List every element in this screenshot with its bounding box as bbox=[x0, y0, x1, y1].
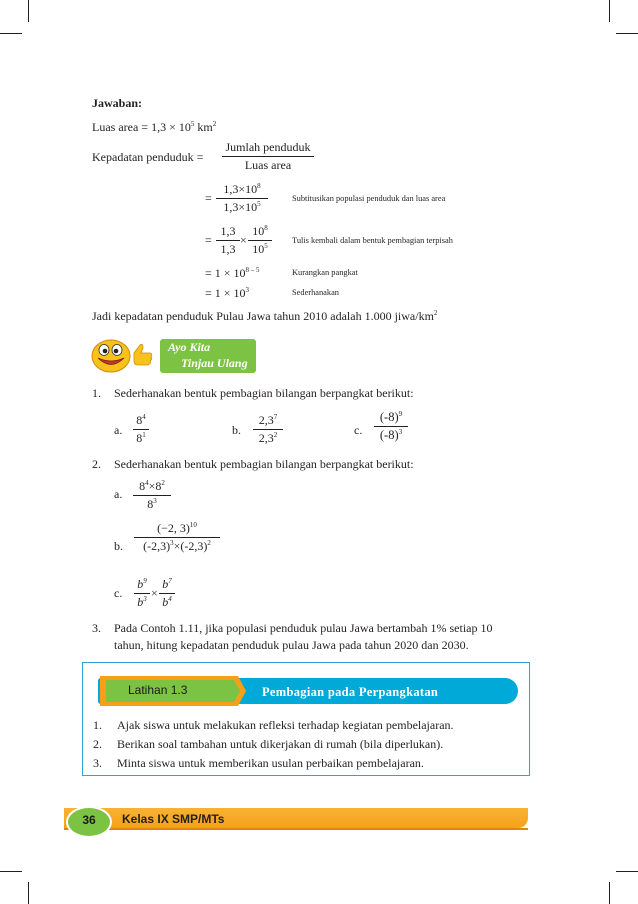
crop-mark bbox=[28, 0, 29, 22]
q2a-label: a. bbox=[114, 487, 123, 501]
q3-number: 3. bbox=[92, 621, 101, 635]
ayo-kita-line1: Ayo Kita bbox=[168, 340, 211, 354]
step2-times: × bbox=[240, 233, 247, 247]
step4-note: Sederhanakan bbox=[292, 288, 339, 297]
footer-bar-shadow bbox=[64, 828, 528, 830]
luas-area-line: Luas area = $1,3 \times 10^5$ $km^2$ bbox=[92, 120, 217, 134]
latihan-item-1-number: 1. bbox=[93, 718, 102, 732]
crop-mark bbox=[616, 871, 638, 872]
ayo-kita-line2: Tinjau Ulang bbox=[181, 356, 248, 370]
step3-expression: = $1 \times 10^{8 - 5}$ bbox=[205, 266, 260, 280]
q2-number: 2. bbox=[92, 457, 101, 471]
q2b-label: b. bbox=[114, 539, 123, 553]
crop-mark bbox=[0, 871, 22, 872]
crop-mark bbox=[28, 882, 29, 904]
step1-note: Subtitusikan populasi penduduk dan luas area bbox=[292, 194, 446, 203]
step4-expression: = $1 \times 10^3$ bbox=[205, 286, 250, 300]
q2c-fraction-b: $\frac{b^7}{b^4}$ bbox=[159, 578, 175, 609]
latihan-title: Pembagian pada Perpangkatan bbox=[262, 685, 439, 699]
conclusion: Jadi kepadatan penduduk Pulau Jawa tahun 2010 adalah 1.000 jiwa/$km^2$ bbox=[92, 309, 438, 323]
q1c-fraction: $\frac{(-8)^9}{(-8)^3}$ bbox=[374, 411, 408, 442]
q2c-times: × bbox=[151, 586, 158, 600]
crop-mark bbox=[609, 0, 610, 22]
latihan-item-3-text: Minta siswa untuk memberikan usulan perbaikan pembelajaran. bbox=[117, 756, 424, 770]
answer-heading: Jawaban: bbox=[92, 96, 143, 110]
q1-number: 1. bbox=[92, 386, 101, 400]
latihan-badge: Latihan 1.3 bbox=[128, 683, 188, 697]
q3-line2: tahun, hitung kepadatan penduduk pulau Jawa pada tahun 2020 dan 2030. bbox=[114, 638, 469, 652]
step2-fraction-b: $\frac{10^8}{10^5}$ bbox=[248, 225, 272, 256]
q2b-fraction: $\frac{(-2, 3)^{10}}{(-2,3)^3\times(-2,3)^2}$ bbox=[134, 522, 220, 553]
q2a-fraction: $\frac{8^4\times 8^2}{8^3}$ bbox=[133, 480, 171, 511]
latihan-item-3-number: 3. bbox=[93, 756, 102, 770]
kepadatan-label: Kepadatan penduduk = bbox=[92, 150, 204, 164]
step1-fraction: $\frac{1,3\times 10^8}{1,3\times 10^5}$ bbox=[216, 183, 268, 214]
step2-equals: = bbox=[205, 233, 212, 247]
q2c-label: c. bbox=[114, 586, 123, 600]
q1b-label: b. bbox=[232, 423, 241, 437]
crop-mark bbox=[0, 33, 22, 34]
book-title: Kelas IX SMP/MTs bbox=[122, 812, 225, 826]
step2-fraction-a: $\frac{1,3}{1,3}$ bbox=[216, 225, 240, 256]
q2-text: Sederhanakan bentuk pembagian bilangan berpangkat berikut: bbox=[114, 457, 414, 471]
step2-note: Tulis kembali dalam bentuk pembagian terpisah bbox=[292, 236, 453, 245]
crop-mark bbox=[609, 882, 610, 904]
q1a-label: a. bbox=[114, 423, 123, 437]
density-fraction: Jumlah penduduk Luas area bbox=[222, 141, 314, 172]
q3-line1: Pada Contoh 1.11, jika populasi penduduk pulau Jawa bertambah 1% setiap 10 bbox=[114, 621, 493, 635]
latihan-item-2-number: 2. bbox=[93, 737, 102, 751]
q2c-fraction-a: $\frac{b^9}{b^3}$ bbox=[134, 578, 150, 609]
crop-mark bbox=[616, 33, 638, 34]
q1a-fraction: $\frac{8^4}{8^1}$ bbox=[133, 414, 149, 445]
q1-text: Sederhanakan bentuk pembagian bilangan berpangkat berikut: bbox=[114, 386, 414, 400]
latihan-item-2-text: Berikan soal tambahan untuk dikerjakan di rumah (bila diperlukan). bbox=[117, 737, 444, 751]
step3-note: Kurangkan pangkat bbox=[292, 268, 358, 277]
q1b-fraction: $\frac{2,3^7}{2,3^2}$ bbox=[253, 414, 283, 445]
page-number: 36 bbox=[82, 813, 96, 827]
latihan-item-1-text: Ajak siswa untuk melakukan refleksi terhadap kegiatan pembelajaran. bbox=[117, 718, 454, 732]
step1-equals: = bbox=[205, 191, 212, 205]
q1c-label: c. bbox=[354, 423, 363, 437]
